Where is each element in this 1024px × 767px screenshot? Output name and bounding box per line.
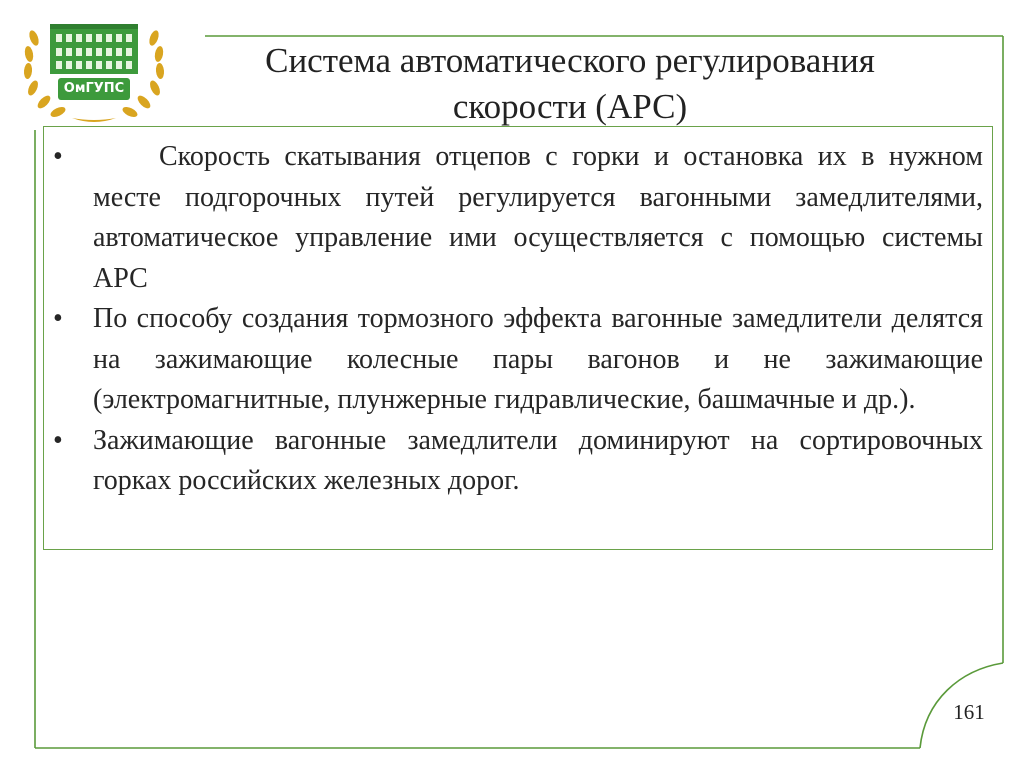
bullet-list	[48, 137, 983, 502]
slide-title	[200, 38, 940, 130]
page-number: 161	[953, 700, 985, 724]
logo-text: ОмГУПС	[63, 81, 125, 96]
bullet-item	[48, 299, 983, 421]
bullet-marker: •	[53, 303, 63, 334]
bullet-marker: •	[53, 424, 63, 456]
bullet-marker: •	[53, 141, 63, 172]
omgups-laurel-logo-icon	[20, 18, 168, 126]
omgups-logo	[20, 18, 168, 126]
bullet-text: Зажимающие вагонные замедлители доминируют на сортировочных горках российских железных дорог.	[93, 424, 983, 496]
bullet-text: По способу создания тормозного эффекта вагонные замедлители делятся на зажимающие колесные пары вагонов и не зажимающие (электромагнитные, плунжерные гидравлические, башмачные и др.).	[93, 303, 983, 415]
title-line-1: Система автоматического регулирования	[265, 41, 875, 80]
bullet-text: Скорость скатывания отцепов с горки и остановка их в нужном месте подгорочных путей регулируется вагонными замедлителями, автоматическое управление ими осуществляется с помощью системы АРС	[93, 141, 983, 294]
bullet-item	[48, 137, 983, 299]
bullet-item	[48, 421, 983, 502]
title-line-2: скорости (АРС)	[452, 87, 688, 126]
